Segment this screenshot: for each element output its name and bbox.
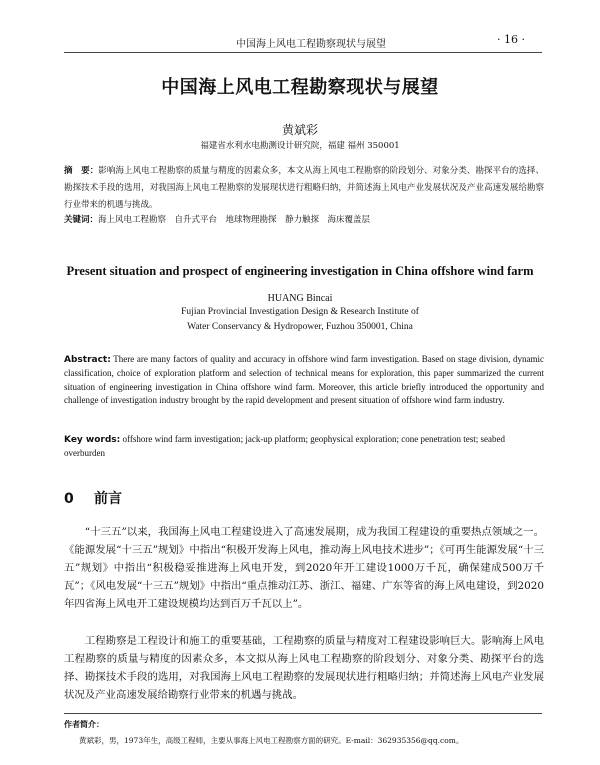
body-paragraph-1: “十三五”以来，我国海上风电工程建设进入了高速发展期，成为我国工程建设的重要热点领域之一。《能源发展“十三五”规划》中指出“积极开发海上风电，推动海上风电技术进步”；《可再生能源发展“十三五”规划》中指出“积极稳妥推进海上风电开发，到2020年开工建设1000万千瓦，确保建成500万千瓦”；《风电发展“十三五”规划》中指出“重点推动江苏、浙江、福建、广东等省的海上风电建设，到2020年四省海上风电开工建设规模均达到百万千瓦以上”。 bbox=[64, 526, 544, 610]
author-name-cn: 黄斌彩 bbox=[281, 123, 318, 137]
page-number: · 16 · bbox=[497, 33, 525, 46]
footnote-label: 作者简介： bbox=[64, 720, 104, 729]
header-rule bbox=[64, 52, 542, 53]
keywords-en-label: Key words: bbox=[64, 435, 121, 445]
section-number: 0 bbox=[64, 491, 74, 507]
keywords-en bbox=[64, 433, 544, 461]
running-head-title: 中国海上风电工程勘察现状与展望 bbox=[236, 39, 386, 50]
section-heading bbox=[64, 488, 122, 508]
affiliation-en-line-1: Fujian Provincial Investigation Design & Research Institute of bbox=[181, 307, 419, 317]
abstract-en bbox=[64, 353, 544, 408]
abstract-en-text: There are many factors of quality and accuracy in offshore wind farm investigation. Based on stage division, dynamic classification, choice of exploration platform and selection of technical means for exploration, this paper summarized the current situation of engineering investigation in China offshore wind farm. Moreover, this article briefly introduced the opportunity and challenge of investigation industry brought by the rapid development and present situation of offshore wind farm industry. bbox=[64, 354, 545, 406]
keywords-cn bbox=[64, 213, 544, 225]
affiliation-cn: 福建省水利水电勘测设计研究院，福建 福州 350001 bbox=[200, 141, 400, 151]
author-name-en: HUANG Bincai bbox=[267, 293, 333, 304]
body-paragraph-2: 工程勘察是工程设计和施工的重要基础，工程勘察的质量与精度对工程建设影响巨大。影响海上风电工程勘察的质量与精度的因素众多，本文拟从海上风电工程勘察的阶段划分、对象分类、勘探平台的选择、勘探技术手段的选用，对我国海上风电工程勘察的发展现状进行粗略归纳；并简述海上风电产业发展状况及产业高速发展给勘察行业带来的机遇与挑战。 bbox=[64, 635, 544, 701]
abstract-cn bbox=[64, 163, 544, 214]
abstract-cn-label: 摘 要： bbox=[64, 166, 99, 176]
abstract-en-label: Abstract: bbox=[64, 355, 111, 365]
keywords-cn-text: 海上风电工程勘察 自升式平台 地球物理勘探 静力触探 海床覆盖层 bbox=[98, 215, 371, 225]
affiliation-en-line-2: Water Conservancy & Hydropower, Fuzhou 350001, China bbox=[187, 322, 413, 332]
abstract-cn-text: 影响海上风电工程勘察的质量与精度的因素众多，本文从海上风电工程勘察的阶段划分、对象分类、勘探平台的选择、勘探技术手段的选用，对我国海上风电工程勘察的发展现状进行粗略归纳，并简述海上风电产业发展状况及产业高速发展给勘察行业带来的机遇与挑战。 bbox=[64, 166, 544, 210]
article-title-en: Present situation and prospect of engineering investigation in China offshore wind farm bbox=[66, 264, 534, 278]
footnote-rule bbox=[64, 713, 542, 714]
article-title-cn: 中国海上风电工程勘察现状与展望 bbox=[161, 77, 439, 98]
keywords-cn-label: 关键词： bbox=[64, 215, 99, 225]
keywords-en-text: offshore wind farm investigation; jack-up platform; geophysical exploration; cone penetration test; seabed overburden bbox=[64, 434, 505, 459]
footnote-text: 黄斌彩，男，1973年生，高级工程师，主要从事海上风电工程勘察方面的研究。E-mail：362935356@qq.com。 bbox=[79, 736, 464, 745]
section-title: 前言 bbox=[94, 491, 122, 507]
